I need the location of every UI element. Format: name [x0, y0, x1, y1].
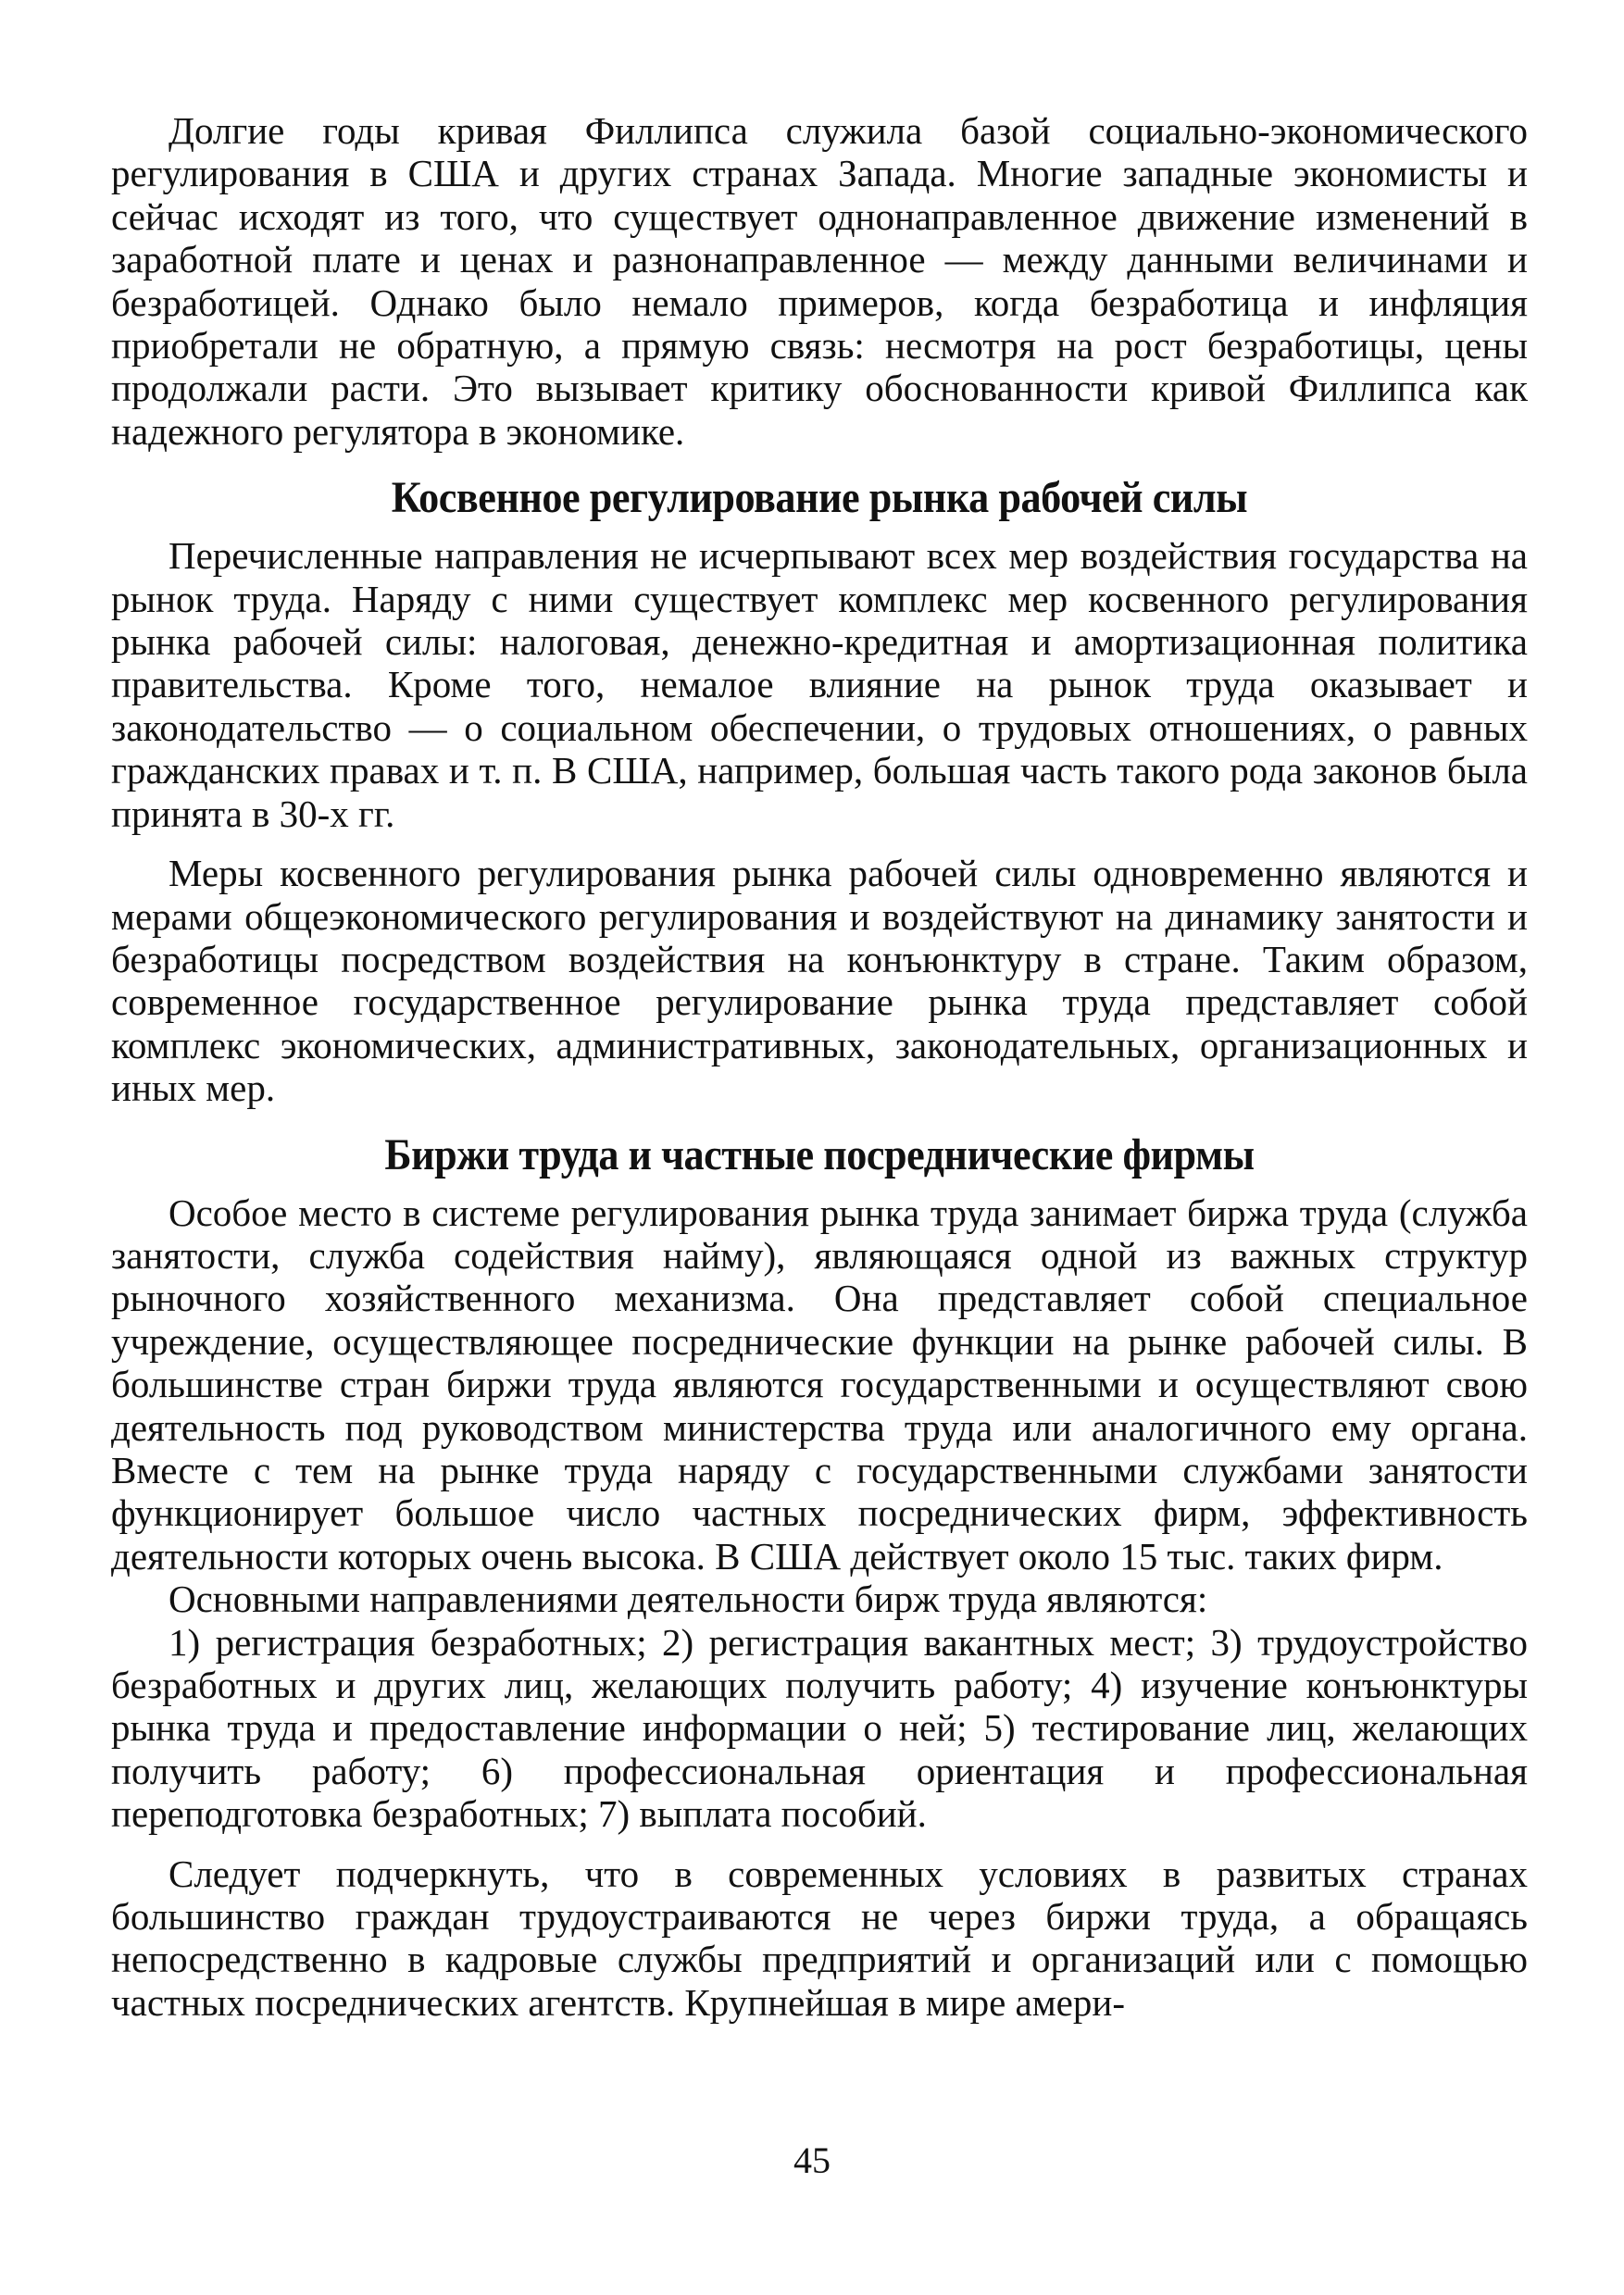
section-heading-labor-exchanges: Биржи труда и частные посреднические фирмы: [384, 1129, 1255, 1179]
paragraph-main-directions-list: 1) регистрация безработных; 2) регистрация вакантных мест; 3) трудоустройство безработных и других лиц, желающих получить работу; 4) изучение конъюнктуры рынка труда и предоставление информации о ней; 5) тестирование лиц, желающих получить работу; 6) профессиональная ориентация и профессиональная переподготовка безработных; 7) выплата пособий.: [111, 1620, 1528, 1836]
paragraph-employment-channels: Следует подчеркнуть, что в современных условиях в развитых странах большинство граждан трудоустраиваются не через биржи труда, а обращаясь непосредственно в кадровые службы предприятий и организаций или с помощью частных посреднических агентств. Крупнейшая в мире амери-: [111, 1852, 1528, 2024]
paragraph-phillips-curve: Долгие годы кривая Филлипса служила базой социально-экономического регулирования в США и других странах Запада. Многие западные экономисты и сейчас исходят из того, что существует однонаправленное движение изменений в заработной плате и ценах и разнонаправленное — между данными величинами и безработицей. Однако было немало примеров, когда безработица и инфляция приобретали не обратную, а прямую связь: несмотря на рост безработицы, цены продолжали расти. Это вызывает критику обоснованности кривой Филлипса как надежного регулятора в экономике.: [111, 109, 1528, 453]
paragraph-indirect-measures-economic: Меры косвенного регулирования рынка рабочей силы одновременно являются и мерами общеэкономического регулирования и воздействуют на динамику занятости и безработицы посредством воздействия на конъюнктуру в стране. Таким образом, современное государственное регулирование рынка труда представляет собой комплекс экономических, административных, законодательных, организационных и иных мер.: [111, 852, 1528, 1110]
paragraph-labor-exchange-role: Особое место в системе регулирования рынка труда занимает биржа труда (служба занятости, служба содействия найму), являющаяся одной из важных структур рыночного хозяйственного механизма. Она представляет собой специальное учреждение, осуществляющее посреднические функции на рынке рабочей силы. В большинстве стран биржи труда являются государственными и осуществляют свою деятельность под руководством министерства труда или аналогичного ему органа. Вместе с тем на рынке труда наряду с государственными службами занятости функционирует большое число частных посреднических фирм, эффективность деятельности которых очень высока. В США действует около 15 тыс. таких фирм.: [111, 1191, 1528, 1578]
section-heading-indirect-regulation: Косвенное регулирование рынка рабочей силы: [391, 473, 1248, 523]
paragraph-main-directions-intro: Основными направлениями деятельности бирж труда являются:: [169, 1578, 1208, 1621]
page-number: 45: [793, 2139, 831, 2181]
page-content: [111, 109, 1528, 2024]
paragraph-indirect-measures: Перечисленные направления не исчерпывают всех мер воздействия государства на рынок труда. Наряду с ними существует комплекс мер косвенного регулирования рынка рабочей силы: налоговая, денежно-кредитная и амортизационная политика правительства. Кроме того, немалое влияние на рынок труда оказывает и законодательство — о социальном обеспечении, о трудовых отношениях, о равных гражданских правах и т. п. В США, например, большая часть такого рода законов была принята в 30-х гг.: [111, 534, 1528, 835]
